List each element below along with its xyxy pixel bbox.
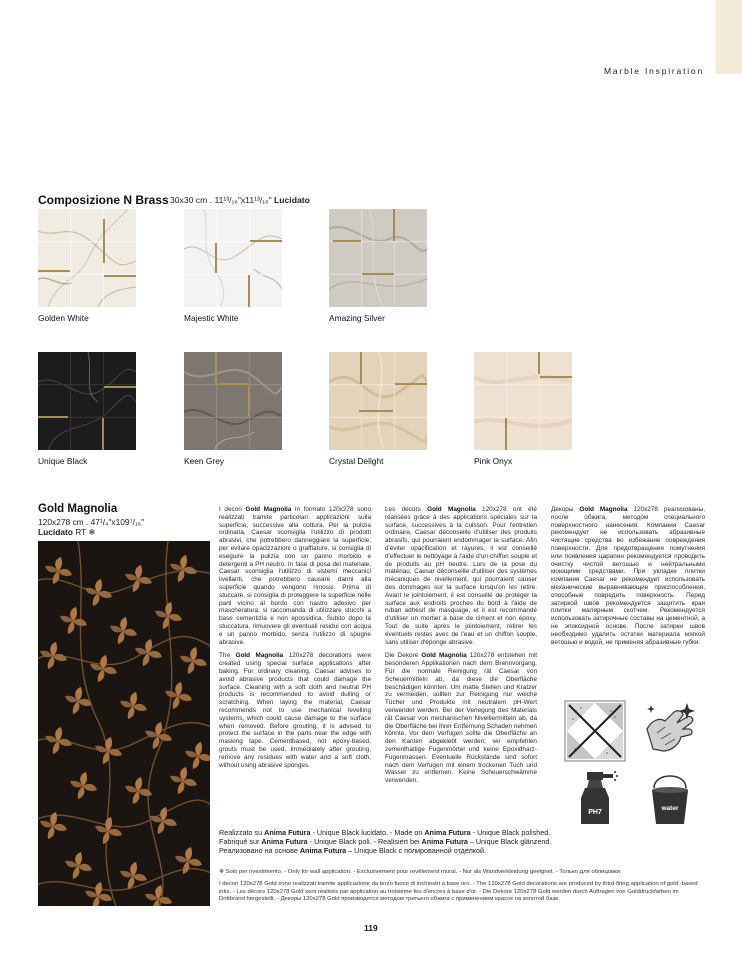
finish: Lucidato — [274, 195, 310, 205]
made-on-fr-mid: - Unique Black poli. - Realisiert bei — [307, 836, 422, 846]
gm-rt: RT ❄ — [75, 527, 96, 537]
text-fr-bold: Gold Magnolia — [427, 506, 476, 513]
gm-finish: Lucidato — [38, 527, 73, 537]
tile-image-crystal-delight — [329, 352, 427, 450]
tile-image-keen-grey — [184, 352, 282, 450]
gold-magnolia-image — [38, 541, 210, 906]
paragraph-en — [219, 652, 371, 769]
tile-label: Keen Grey — [184, 456, 225, 466]
made-on-it-b1: Anima Futura — [264, 828, 311, 837]
gm-size-metric: 120x278 cm — [38, 517, 84, 527]
tile-image-pink-onyx — [474, 352, 572, 450]
text-it-pre: I decori — [219, 506, 246, 513]
section-spec: 30x30 cm . 11¹³/₁₆"x11¹³/₁₆" Lucidato — [170, 195, 310, 205]
text-fr-post: 120x278 ont été réalisées grâce à des applications spéciales sur la surface, successives à la cuisson. Pour l'entretien ordinaire, Caesar déconseille d'utiliser des produits abrasifs, qui pourraient endommager la surface. Afin d'éviter opacification et rayures, il est conseillé d'effectuer le nettoyage à l'aide d'un chiffon souple et de produits au pH neutre. Lors de la pose du matériau, Caesar déconseille d'utiliser des systèmes mécaniques de nivellement, qui pourraient causer des dommages sur la surface lorsqu'on les retire. Avant le jointoiement, il est conseillé de protéger la surface aux endroits proches du bord à l'aide de ruban adhésif de masquage, et il est recommandé d'utiliser un mortier à base de ciment et non époxy. Tout de suite après le jointoiement, retirer les éventuels restes avec de l'eau et un chiffon souple, sans utiliser d'éponge abrasive. — [385, 506, 537, 646]
paragraph-fr — [385, 506, 537, 646]
section-title: Composizione N Brass — [38, 193, 169, 207]
made-on-it-b2: Anima Futura — [424, 828, 471, 837]
text-column-fr-de — [385, 506, 537, 791]
made-on-ru-pre: Реализовано на основе — [219, 845, 300, 855]
made-on-line-3 — [219, 847, 551, 856]
size-metric: 30x30 cm — [170, 195, 208, 205]
tile-image-amazing-silver — [329, 209, 427, 307]
text-de-pre: Die Dekore — [385, 652, 422, 660]
decor-note: I decori 120x278 Gold sono realizzati tramite applicazione da terzo fuoco di inchiostri a base oro. - The 120x278 Gold decorations are produced by third-firing application of gold -based inks. - Les décors 120x278 Gold sont réalisés par application au troisième feu d'encres à base d'or. - Die Dekore 120x278 Gold werden durch Auftragen von Golddruckfarben im Drittbrand hergestellt. - Декоры 120x278 Gold производятся методом третьего обжига с применением красок на золотой базе. — [219, 881, 698, 903]
text-en-post: 120x278 decorations were created using special surface applications after baking. For ordinary cleaning, Caesar advises to avoid abrasive products that could damage the surface. Cleaning with a soft cloth and neutral PH products is recommended to avoid dulling or scratching. When laying the material, Caesar recommends not to use mechanical levelling systems, which could cause damage to the surface when removed. Before grouting, it is advised to protect the surface in the parts near the edge with masking tape. Cementbased, not epoxy-based, grouts must be used. Immediately after grouting, remove any residues with water and a soft cloth, without using abrasive sponges. — [219, 652, 371, 769]
water-label: water — [661, 805, 679, 812]
header-title: Marble Inspiration — [604, 66, 704, 76]
tile-label: Amazing Silver — [329, 313, 385, 323]
made-on-fr-b1: Anima Futura — [261, 836, 308, 846]
tile-image-golden-white — [38, 209, 136, 307]
tile-label: Pink Onyx — [474, 456, 513, 466]
gm-size-imperial: 47¹/₄"x109⁷/₁₆" — [90, 517, 145, 527]
tile-label: Majestic White — [184, 313, 239, 323]
water-bucket-icon — [648, 770, 692, 831]
made-on-fr-post: – Unique Black glänzend. — [467, 836, 552, 846]
text-de-post: 120x278 entstehen mit besonderen Applikationen nach dem Brennvorgang. Für die normale Reinigung rät Caesar von Scheuermitteln ab, da diese die Oberfläche beschädigen könnten. Um matte Stellen und Kratzer zu vermeiden, sollten zur Reinigung nur weiche Tücher und Produkte mit neutralem pH-Wert verwendet werden. Bei der Verlegung des Materials rät Caesar von mechanischen Nivelliermitteln ab, da die Oberfläche bei ihrer Entfernung Schaden nehmen könnte. Vor dem Verfugen sollte die Oberfläche an den Kanten abgeklebt werden; wir empfehlen zementhaltige Fugenmörtel und keine Epoxidharz- Fugenmassen. Eventuelle Rückstände sind sofort nach dem Verfugen mit einem trockenen Tuch und Wasser zu entfernen. Keine Scheuerschwämme verwenden. — [385, 652, 537, 785]
made-on-it-mid: - Unique Black lucidato. - Made on — [310, 828, 425, 837]
gm-spec: 120x278 cm . 47¹/₄"x109⁷/₁₆" Lucidato RT ❄ — [38, 517, 145, 537]
paragraph-ru — [551, 506, 705, 646]
text-en-bold: Gold Magnolia — [235, 652, 284, 660]
made-on-it-post: - Unique Black polished. — [470, 828, 551, 837]
made-on-it-pre: Realizzato su — [219, 828, 265, 837]
text-ru-bold: Gold Magnolia — [579, 506, 628, 513]
ph7-spray-icon — [575, 770, 619, 831]
text-ru-pre: Декоры — [551, 506, 580, 513]
made-on-ru-post: – Unique Black с полированной отделкой. — [346, 845, 487, 855]
tile-image-majestic-white — [184, 209, 282, 307]
tile-image-unique-black — [38, 352, 136, 450]
text-column-ru — [551, 506, 705, 652]
text-de-bold: Gold Magnolia — [421, 652, 467, 660]
tile-label: Golden White — [38, 313, 89, 323]
paragraph-de — [385, 652, 537, 785]
page-number: 119 — [364, 923, 378, 933]
text-it-bold: Gold Magnolia — [245, 506, 292, 513]
no-abrasive-icon — [563, 699, 627, 768]
made-on-text — [219, 829, 551, 856]
text-en-pre: The — [219, 652, 236, 660]
cleaning-cloth-icon — [643, 699, 699, 768]
made-on-fr-b2: Anima Futura — [421, 836, 468, 846]
wall-use-note: ❄ Solo per rivestimento. - Only for wall application. - Exclusivement pour revêtement mural. - Nur als Wandverkleidung geeignet. - Только для облицовки. — [219, 869, 622, 875]
corner-tab — [716, 0, 742, 74]
text-ru-post: 120x278 реализованы, после обжига, методом специального поверхностного нанесения. Компания Caesar рекомендует не использовать абразивные чистящие средства во избежание повреждения поверхности. Для предотвращения помутнения или появления царапин рекомендуется проводить очистку чистой ветошью и нейтральными моющими средствами. При укладке плитки компания Caesar не рекомендует использовать механические выравнивающие приспособления, способные повредить поверхность. Перед затиркой швов рекомендуется защитить края плитки малярным скотчем. Рекомендуется использовать затирочные составы на цементной, а не эпоксидной основе. После затирки швов необходимо удалить остатки материала мягкой ветошью и водой, не применяя абразивные губки. — [551, 506, 705, 646]
size-imperial: 11¹³/₁₆"x11¹³/₁₆" — [214, 195, 272, 205]
text-it-post: in formato 120x278 sono realizzati tramite particolari applicazioni sulla superficie, successive alla cottura. Per la pulizia ordinaria, Caesar sconsiglia l'utilizzo di prodotti abrasivi, che potrebbero danneggiare la superficie; per evitare opacizzazioni o graffiature, si consiglia di eseguire la pulizia con un panno morbido e detergenti a PH neutro. In fase di posa del materiale, Caesar sconsiglia l'utilizzo di sistemi meccanici livellanti, che potrebbero causare danni alla superficie quando vengono rimossi. Prima di stuccare, si consiglia di proteggere la superficie nelle parti vicino al bordo con nastro adesivo per mascheratura; si raccomanda di utilizzare stucchi a base cementizia e non epossidica. Subito dopo la stuccatura, rimuovere gli eventuali residui con acqua e un panno morbido, senza l'utilizzo di spugne abrasive. — [219, 506, 372, 646]
made-on-ru-b1: Anima Futura — [299, 845, 347, 855]
text-fr-pre: Les décors — [385, 506, 428, 513]
tile-label: Unique Black — [38, 456, 88, 466]
ph-label: PH7 — [588, 809, 602, 816]
text-column-it-en — [219, 506, 371, 775]
tile-label: Crystal Delight — [329, 456, 384, 466]
gm-title: Gold Magnolia — [38, 503, 118, 515]
paragraph-it — [219, 506, 371, 646]
made-on-fr-pre: Fabriqué sur — [219, 836, 262, 846]
